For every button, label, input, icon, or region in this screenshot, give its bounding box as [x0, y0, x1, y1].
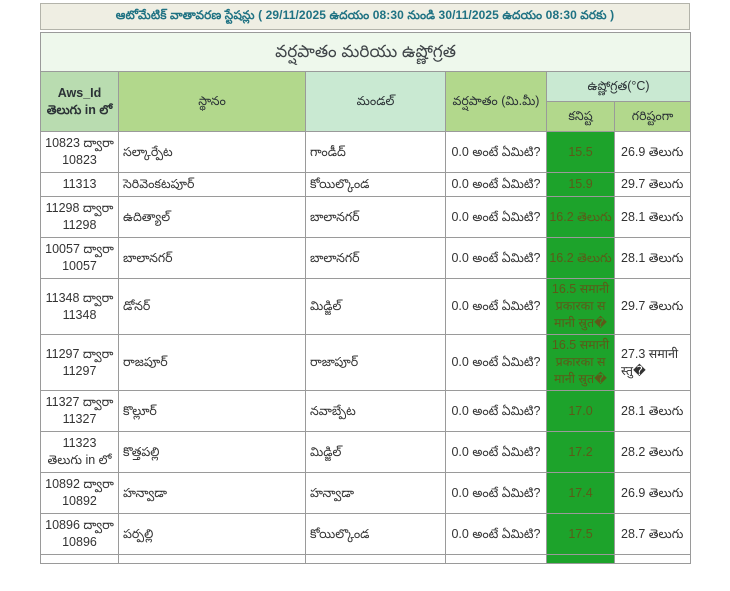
page-title: వర్షపాతం మరియు ఉష్ణోగ్రత [41, 33, 691, 72]
cell-mandal [306, 555, 446, 564]
header-row-top [41, 72, 691, 102]
cell-location: బాలానగర్ [119, 238, 306, 279]
cell-rainfall: 0.0 అంటే ఏమిటి? [446, 173, 547, 197]
table-row [41, 238, 691, 279]
cell-min-temp: 15.9 [547, 173, 615, 197]
cell-max-temp: 26.9 తెలుగు [615, 473, 691, 514]
cell-max-temp [615, 555, 691, 564]
col-header-max-temp: గరిష్టంగా [615, 102, 691, 132]
table-row [41, 432, 691, 473]
cell-aws-id: 11323 తెలుగు in లో [41, 432, 119, 473]
report-period-banner [40, 3, 690, 30]
cell-rainfall: 0.0 అంటే ఏమిటి? [446, 238, 547, 279]
cell-min-temp: 16.2 తెలుగు [547, 197, 615, 238]
cell-aws-id: 11313 [41, 173, 119, 197]
cell-max-temp: 29.7 తెలుగు [615, 173, 691, 197]
cell-mandal: బాలానగర్ [306, 238, 446, 279]
cell-min-temp: 15.5 [547, 132, 615, 173]
cell-max-temp: 28.1 తెలుగు [615, 238, 691, 279]
col-header-rainfall: వర్షపాతం (మి.మీ) [446, 72, 547, 132]
cell-max-temp: 28.7 తెలుగు [615, 514, 691, 555]
cell-min-temp: 16.5 समानी प्रकारका स मानी स्रुत� [547, 335, 615, 391]
col-header-mandal: మండల్ [306, 72, 446, 132]
cell-aws-id: 10057 ద్వారా 10057 [41, 238, 119, 279]
cell-max-temp: 28.1 తెలుగు [615, 197, 691, 238]
cell-mandal: నవాబ్పేట [306, 391, 446, 432]
cell-mandal: హన్వాడా [306, 473, 446, 514]
cell-mandal: గాండీద్ [306, 132, 446, 173]
cell-aws-id: 10823 ద్వారా 10823 [41, 132, 119, 173]
table-row [41, 391, 691, 432]
cell-mandal: మిడ్జిల్ [306, 279, 446, 335]
cell-mandal: రాజాపూర్ [306, 335, 446, 391]
cell-rainfall: 0.0 అంటే ఏమిటి? [446, 432, 547, 473]
cell-min-temp: 17.5 [547, 514, 615, 555]
cell-location: రాజపూర్ [119, 335, 306, 391]
cell-location: డోనర్ [119, 279, 306, 335]
cell-aws-id: 10896 ద్వారా 10896 [41, 514, 119, 555]
col-header-temperature: ఉష్ణోగ్రత(°C) [547, 72, 691, 102]
cell-mandal: మిడ్జిల్ [306, 432, 446, 473]
cell-rainfall: 0.0 అంటే ఏమిటి? [446, 514, 547, 555]
cell-aws-id [41, 555, 119, 564]
cell-rainfall: 0.0 అంటే ఏమిటి? [446, 335, 547, 391]
cell-rainfall [446, 555, 547, 564]
col-header-min-temp: కనిష్ట [547, 102, 615, 132]
cell-location: సెరివెంకటపూర్ [119, 173, 306, 197]
cell-min-temp: 16.5 समानी प्रकारका स मानी स्रुत� [547, 279, 615, 335]
cell-location: హన్వాడా [119, 473, 306, 514]
table-row [41, 279, 691, 335]
cell-mandal: కోయిల్కొండ [306, 514, 446, 555]
cell-location: పర్పల్లి [119, 514, 306, 555]
cell-aws-id: 11297 ద్వారా 11297 [41, 335, 119, 391]
weather-table [40, 32, 691, 564]
cell-aws-id: 11348 ద్వారా 11348 [41, 279, 119, 335]
cell-max-temp: 28.2 తెలుగు [615, 432, 691, 473]
cell-min-temp [547, 555, 615, 564]
table-row [41, 335, 691, 391]
cell-max-temp: 27.3 समानी स्तु� [615, 335, 691, 391]
cell-rainfall: 0.0 అంటే ఏమిటి? [446, 132, 547, 173]
cell-max-temp: 28.1 తెలుగు [615, 391, 691, 432]
weather-table-wrap [40, 32, 690, 564]
table-row [41, 173, 691, 197]
table-row [41, 473, 691, 514]
cell-rainfall: 0.0 అంటే ఏమిటి? [446, 197, 547, 238]
cell-aws-id: 11327 ద్వారా 11327 [41, 391, 119, 432]
cell-aws-id: 10892 ద్వారా 10892 [41, 473, 119, 514]
report-period-text: ఆటోమేటిక్ వాతావరణ స్టేషన్లు ( 29/11/2025 ఉదయం 08:30 నుండి 30/11/2025 ఉదయం 08:30 వరకు ) [115, 8, 615, 22]
cell-min-temp: 17.2 [547, 432, 615, 473]
cell-location: సల్కార్పేట [119, 132, 306, 173]
col-header-location: స్థానం [119, 72, 306, 132]
cell-location [119, 555, 306, 564]
cell-max-temp: 29.7 తెలుగు [615, 279, 691, 335]
table-row [41, 132, 691, 173]
table-title-row [41, 33, 691, 72]
cell-min-temp: 17.4 [547, 473, 615, 514]
cell-min-temp: 17.0 [547, 391, 615, 432]
cell-max-temp: 26.9 తెలుగు [615, 132, 691, 173]
cell-min-temp: 16.2 తెలుగు [547, 238, 615, 279]
cell-aws-id: 11298 ద్వారా 11298 [41, 197, 119, 238]
cell-location: కొత్తపల్లి [119, 432, 306, 473]
table-row-partial [41, 555, 691, 564]
cell-mandal: బాలానగర్ [306, 197, 446, 238]
cell-rainfall: 0.0 అంటే ఏమిటి? [446, 473, 547, 514]
table-row [41, 197, 691, 238]
cell-mandal: కోయిల్కొండ [306, 173, 446, 197]
cell-location: ఉదిత్యాల్ [119, 197, 306, 238]
cell-rainfall: 0.0 అంటే ఏమిటి? [446, 279, 547, 335]
cell-rainfall: 0.0 అంటే ఏమిటి? [446, 391, 547, 432]
table-row [41, 514, 691, 555]
cell-location: కొల్లూర్ [119, 391, 306, 432]
col-header-aws-id: Aws_Id తెలుగు in లో [41, 72, 119, 132]
